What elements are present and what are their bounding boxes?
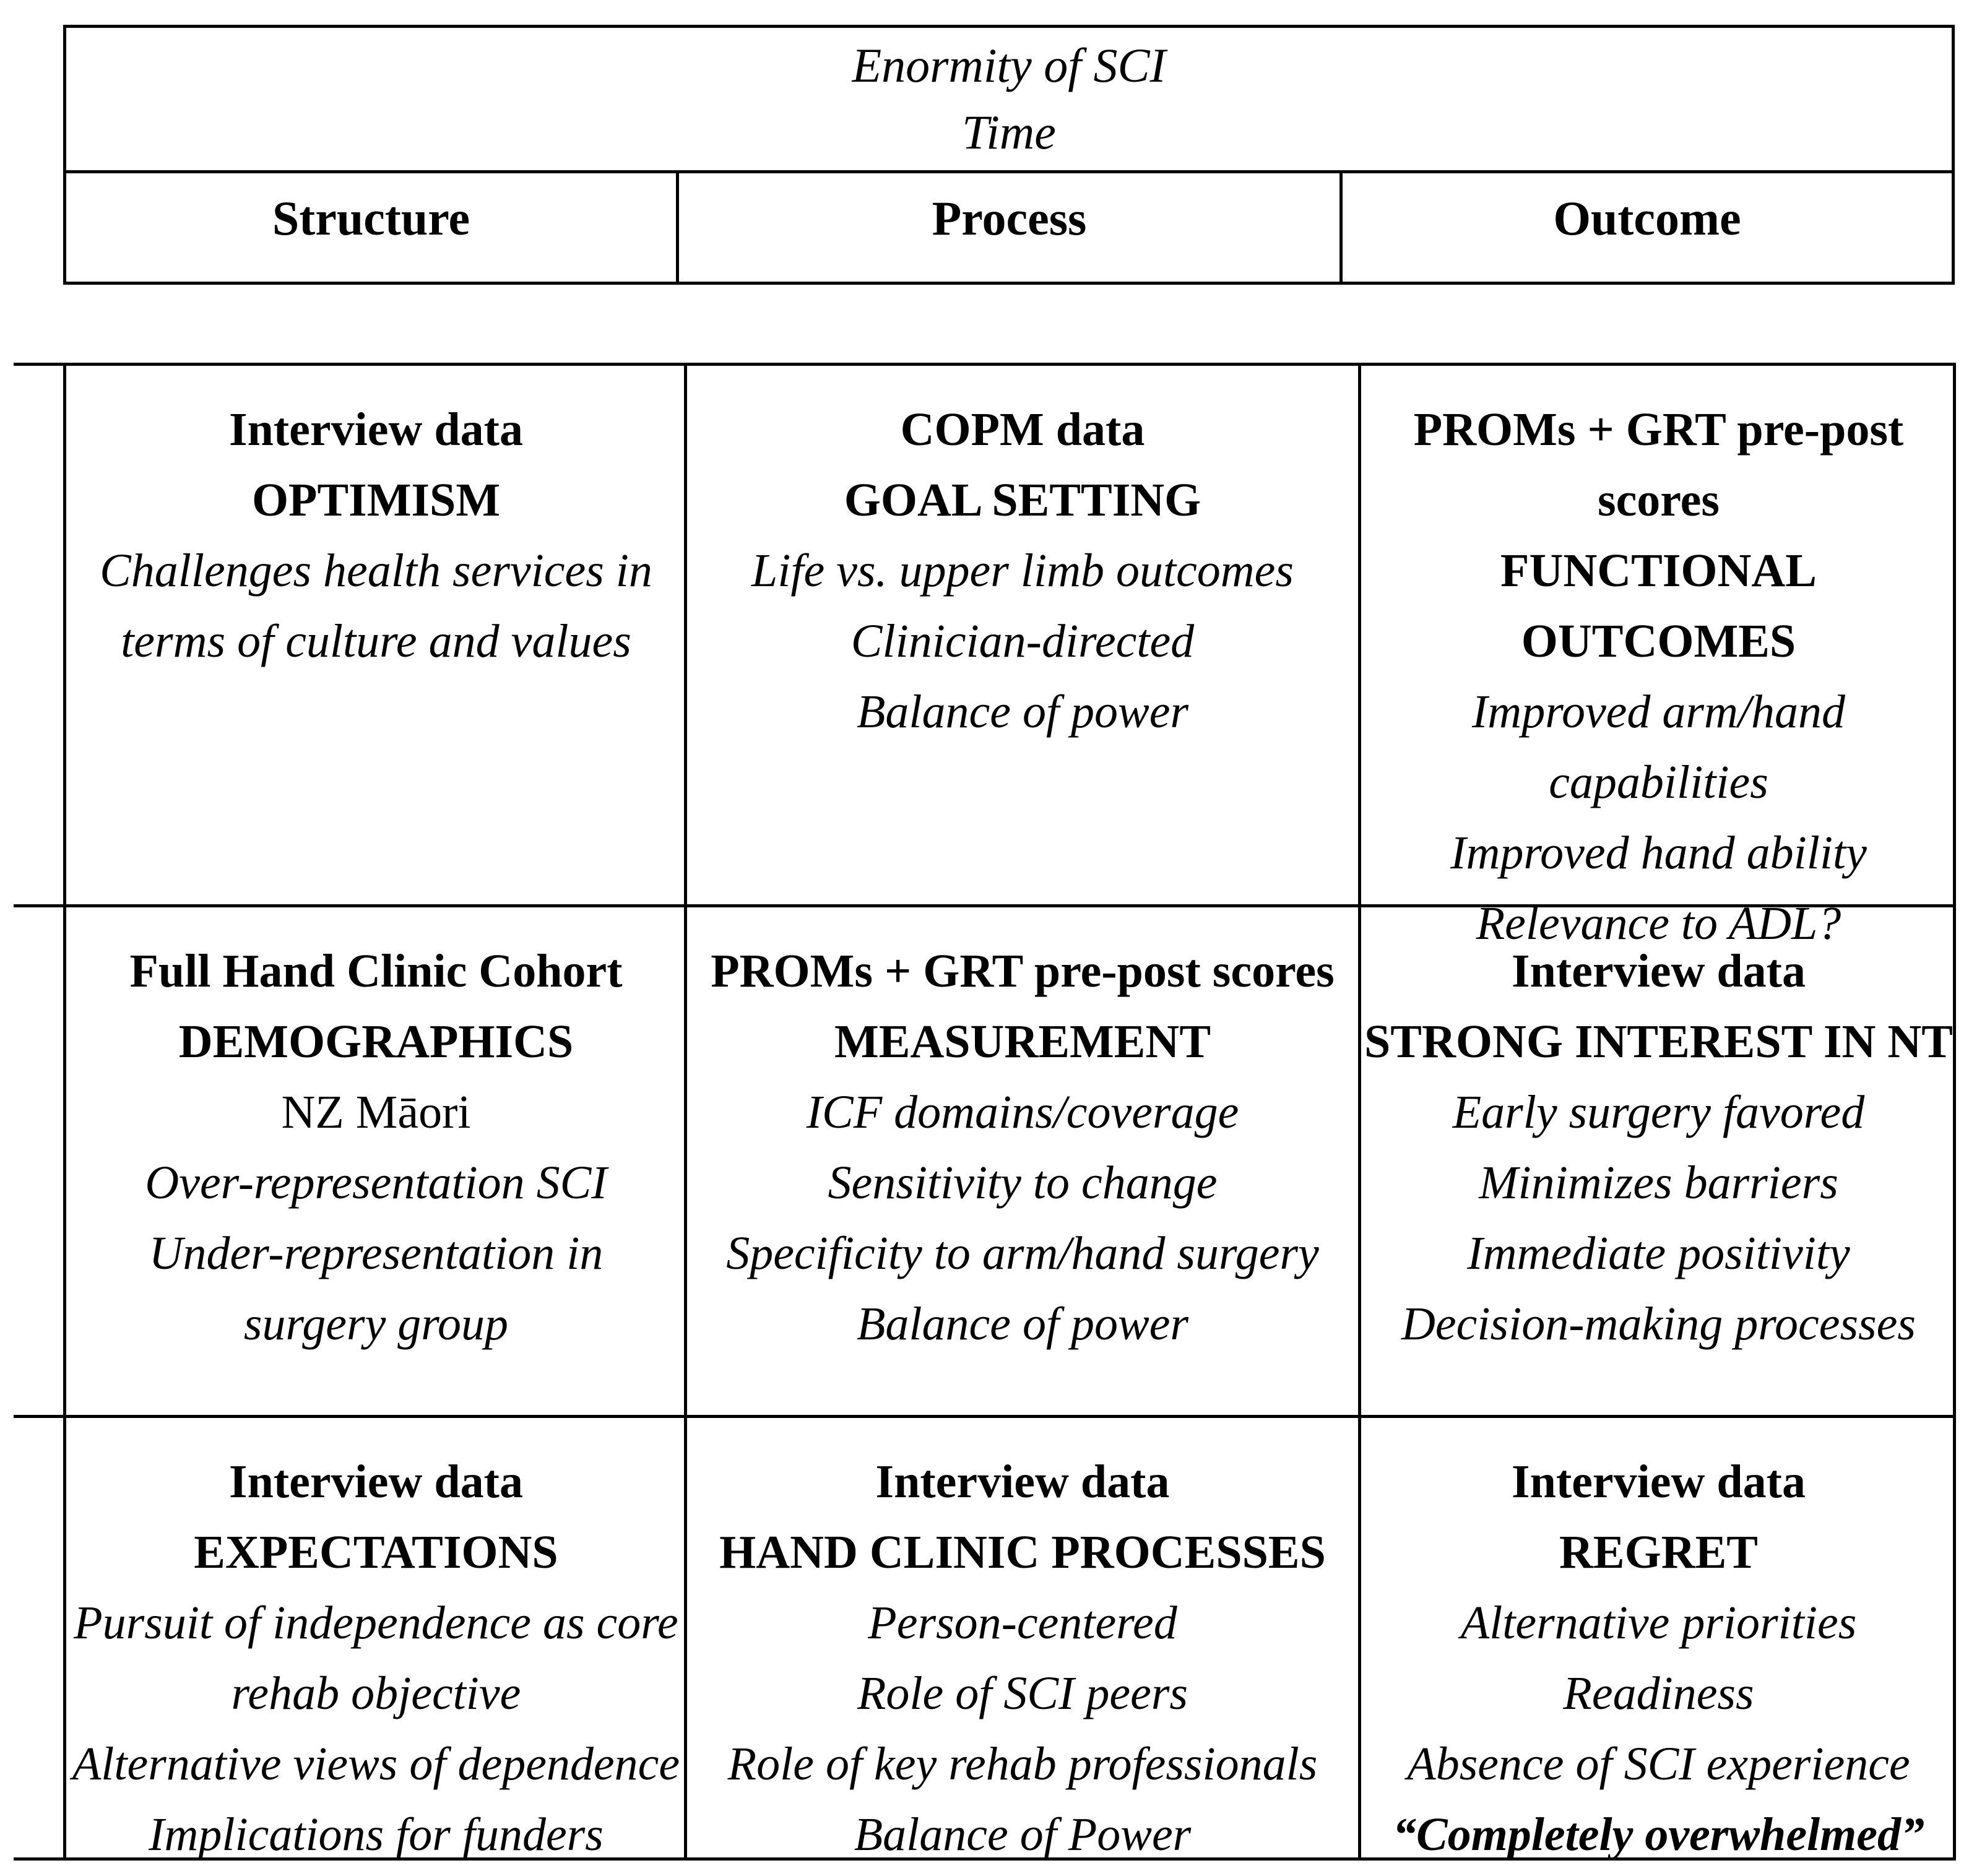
cell-item: terms of culture and values xyxy=(121,615,631,667)
cell-item-quote: “Completely overwhelmed” xyxy=(1392,1809,1925,1861)
cell-item: Immediate positivity xyxy=(1467,1227,1850,1279)
cell-item: Relevance to ADL? xyxy=(1476,897,1841,949)
cell-item: Alternative views of dependence xyxy=(72,1738,680,1790)
grid-line-left xyxy=(63,363,66,1861)
cell-source: Interview data xyxy=(229,404,523,456)
cell-item: Alternative priorities xyxy=(1460,1597,1857,1649)
cell-item: Specificity to arm/hand surgery xyxy=(726,1227,1319,1279)
main-grid xyxy=(14,363,1956,1861)
cell-item: Role of SCI peers xyxy=(857,1667,1188,1719)
cell-item: surgery group xyxy=(243,1298,509,1350)
cell-outcome-functional-outcomes xyxy=(1361,366,1956,949)
cell-theme: EXPECTATIONS xyxy=(194,1526,558,1578)
cell-item: ICF domains/coverage xyxy=(806,1086,1239,1138)
cell-theme: HAND CLINIC PROCESSES xyxy=(719,1526,1326,1578)
cell-theme: GOAL SETTING xyxy=(844,474,1201,526)
cell-source: Interview data xyxy=(229,1456,523,1508)
cell-outcome-regret xyxy=(1361,1418,1956,1861)
cell-item: Balance of power xyxy=(856,1298,1189,1350)
cell-outcome-strong-interest xyxy=(1361,907,1956,1415)
cell-item: Over-representation SCI xyxy=(145,1157,607,1209)
cell-item: Absence of SCI experience xyxy=(1407,1738,1910,1790)
cell-process-measurement xyxy=(687,907,1358,1415)
header-title-line1: Enormity of SCI xyxy=(852,38,1166,92)
cell-theme: MEASUREMENT xyxy=(834,1016,1211,1068)
cell-item: Early surgery favored xyxy=(1452,1086,1865,1138)
cell-theme: REGRET xyxy=(1559,1526,1758,1578)
cell-item: Improved hand ability xyxy=(1450,827,1867,879)
cell-source-cont: scores xyxy=(1598,474,1720,526)
cell-item: Improved arm/hand capabilities xyxy=(1472,686,1845,808)
cell-item: rehab objective xyxy=(231,1667,521,1719)
cell-item: Balance of Power xyxy=(854,1809,1192,1861)
cell-item: Pursuit of independence as core xyxy=(74,1597,678,1649)
cell-item: Clinician-directed xyxy=(850,615,1195,667)
column-header-process: Process xyxy=(679,170,1343,282)
cell-item: Implications for funders xyxy=(149,1809,604,1861)
column-header-structure: Structure xyxy=(66,170,679,282)
cell-source: PROMs + GRT pre-post scores xyxy=(711,945,1335,997)
cell-item: Under-representation in xyxy=(149,1227,604,1279)
cell-theme: STRONG INTEREST IN NT xyxy=(1364,1016,1953,1068)
cell-source: Interview data xyxy=(1512,1456,1806,1508)
cell-item: Person-centered xyxy=(868,1597,1177,1649)
cell-process-hand-clinic xyxy=(687,1418,1358,1861)
header-block xyxy=(63,25,1955,285)
header-title-line2: Time xyxy=(962,105,1056,159)
cell-structure-demographics xyxy=(68,907,684,1415)
cell-structure-optimism xyxy=(68,366,684,904)
cell-item: Decision-making processes xyxy=(1401,1298,1916,1350)
cell-item: Balance of power xyxy=(856,686,1189,738)
column-header-outcome: Outcome xyxy=(1553,191,1741,245)
cell-item: Role of key rehab professionals xyxy=(727,1738,1318,1790)
cell-theme: FUNCTIONAL xyxy=(1500,545,1817,597)
cell-source: COPM data xyxy=(900,404,1145,456)
cell-process-goal-setting xyxy=(687,366,1358,904)
header-title xyxy=(66,28,1952,173)
cell-theme: OPTIMISM xyxy=(251,474,501,526)
cell-structure-expectations xyxy=(68,1418,684,1861)
cell-item: Life vs. upper limb outcomes xyxy=(751,545,1294,597)
cell-item: Challenges health services in xyxy=(100,545,652,597)
cell-item: Minimizes barriers xyxy=(1479,1157,1838,1209)
cell-source: Interview data xyxy=(875,1456,1170,1508)
cell-item: Sensitivity to change xyxy=(828,1157,1218,1209)
cell-source: Full Hand Clinic Cohort xyxy=(129,945,623,997)
cell-source: PROMs + GRT pre-post xyxy=(1413,404,1904,456)
cell-source: Interview data xyxy=(1512,945,1806,997)
cell-item: NZ Māori xyxy=(281,1086,471,1138)
cell-theme: DEMOGRAPHICS xyxy=(178,1016,574,1068)
cell-item: Readiness xyxy=(1563,1667,1754,1719)
cell-theme-cont: OUTCOMES xyxy=(1521,615,1796,667)
header-columns xyxy=(66,170,1952,282)
